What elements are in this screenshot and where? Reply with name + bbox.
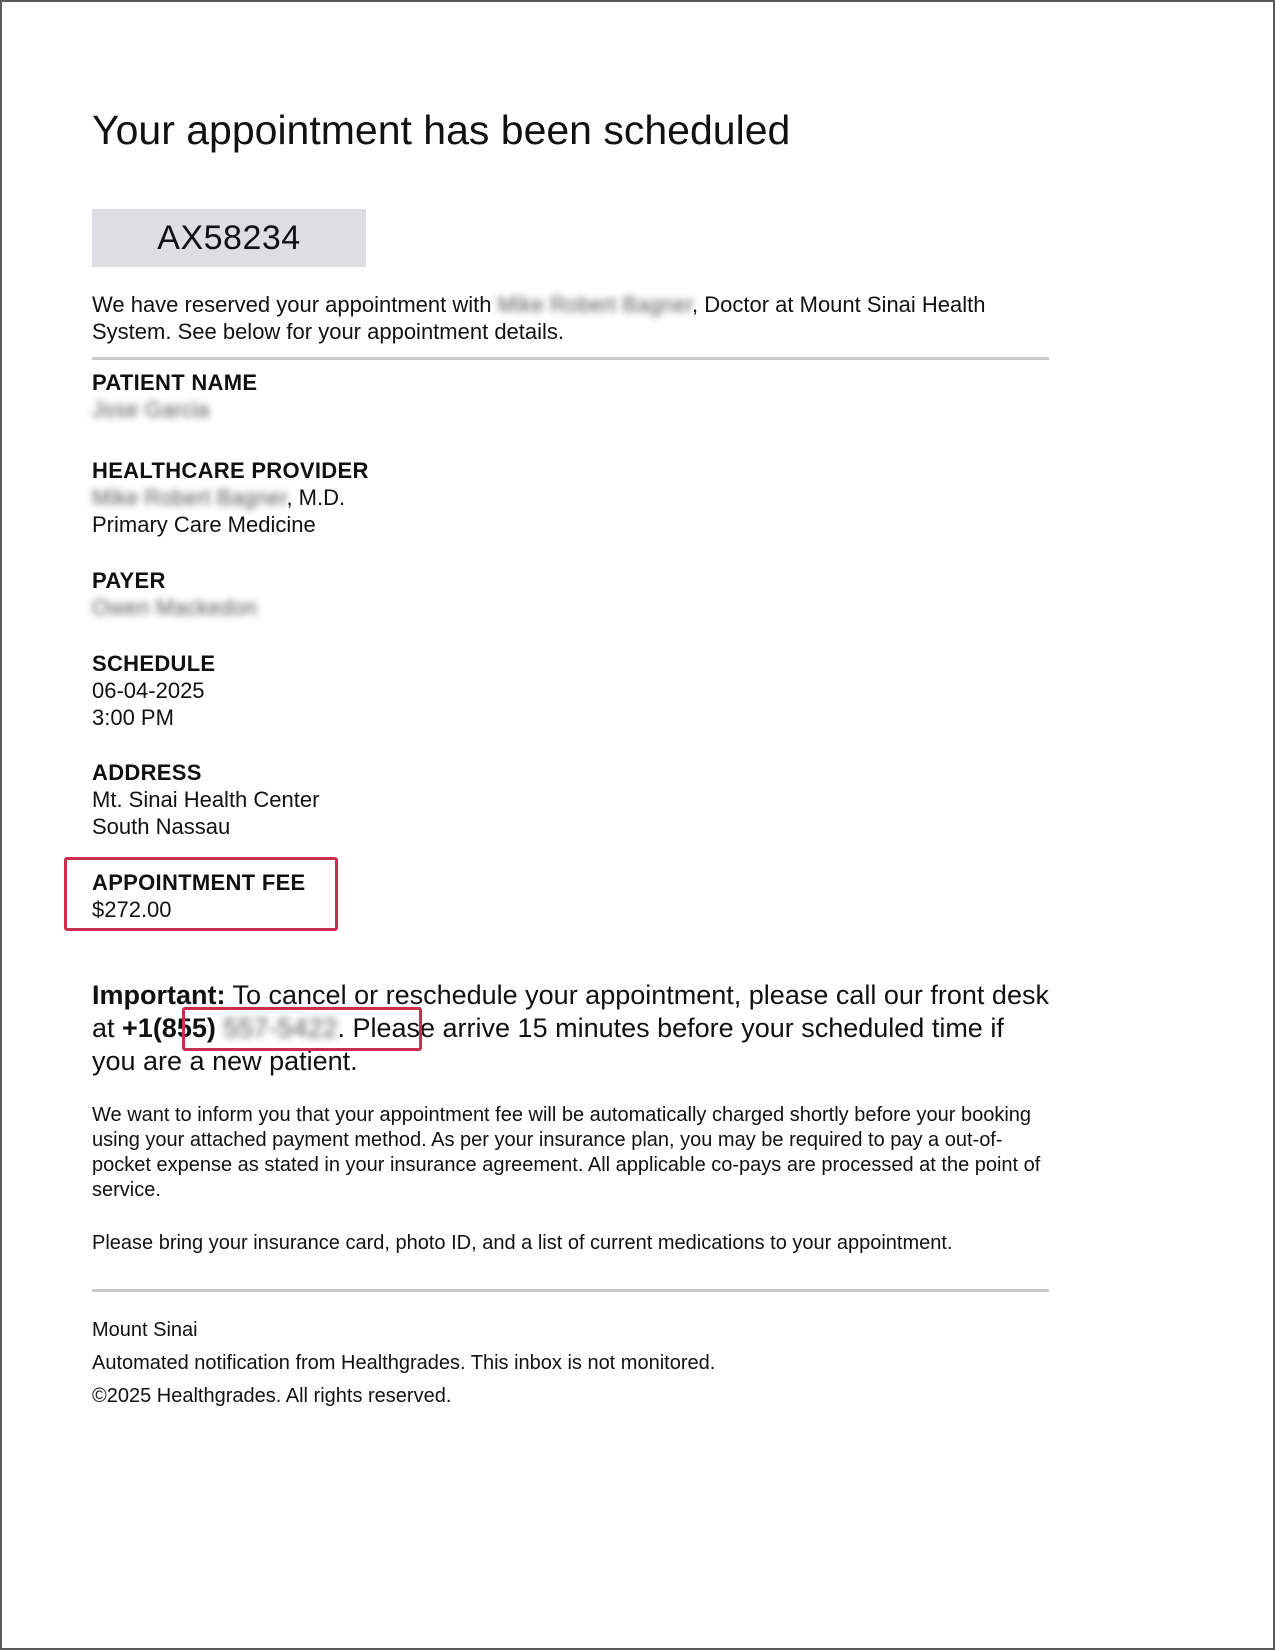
- provider-name-line: [92, 484, 369, 511]
- schedule-section: [92, 650, 215, 731]
- bring-notice: Please bring your insurance card, photo ID, and a list of current medications to your appointment.: [92, 1232, 953, 1254]
- redacted-patient-name: Jose Garcia: [92, 397, 210, 422]
- divider-bottom: [92, 1289, 1049, 1292]
- schedule-label: SCHEDULE: [92, 651, 216, 676]
- confirmation-code: AX58234: [92, 209, 366, 267]
- intro-paragraph: [92, 291, 1052, 345]
- address-line2: South Nassau: [92, 814, 231, 839]
- provider-credential: , M.D.: [286, 485, 346, 510]
- redacted-provider-name: Mike Robert Bagner: [92, 485, 287, 510]
- payer-label: PAYER: [92, 568, 166, 593]
- phone-highlight-box: [182, 1007, 422, 1051]
- fee-amount: $272.00: [92, 897, 172, 922]
- patient-section: [92, 369, 257, 423]
- payer-section: [92, 567, 257, 621]
- footer-org: Mount Sinai: [92, 1319, 198, 1341]
- redacted-phone-number: 557-5422: [223, 1013, 338, 1043]
- intro-after: , Doctor at Mount Sinai Health System. See below for your appointment details.: [92, 292, 986, 344]
- divider-top: [92, 357, 1049, 360]
- footer-automated: Automated notification from Healthgrades. This inbox is not monitored.: [92, 1352, 716, 1374]
- provider-specialty: Primary Care Medicine: [92, 512, 316, 537]
- page-title: Your appointment has been scheduled: [92, 107, 791, 153]
- patient-label: PATIENT NAME: [92, 370, 258, 395]
- charge-notice: We want to inform you that your appointment fee will be automatically charged shortly before your booking using your attached payment method. As per your insurance plan, you may be required to pay a out-of-pocket expense as stated in your insurance agreement. All applicable co-pays are processed at the point of service.: [92, 1104, 1041, 1201]
- fee-highlight-box: [64, 857, 338, 931]
- provider-label: HEALTHCARE PROVIDER: [92, 458, 369, 483]
- phone-number-visible[interactable]: +1(855): [122, 1013, 216, 1043]
- footer-copyright: ©2025 Healthgrades. All rights reserved.: [92, 1385, 452, 1407]
- address-label: ADDRESS: [92, 760, 202, 785]
- intro-before: We have reserved your appointment with: [92, 292, 498, 317]
- redacted-payer-name: Owen Mackedon: [92, 595, 258, 620]
- address-section: [92, 759, 319, 840]
- important-lead: Important:: [92, 980, 226, 1010]
- fee-label: APPOINTMENT FEE: [92, 870, 306, 895]
- address-line1: Mt. Sinai Health Center: [92, 787, 320, 812]
- redacted-doctor-name: Mike Robert Bagner: [497, 292, 693, 317]
- schedule-time: 3:00 PM: [92, 705, 174, 730]
- provider-section: [92, 457, 369, 538]
- important-text-1: To cancel or reschedule your appointment, please call our front desk at: [92, 980, 1049, 1043]
- important-text-2: . Please arrive 15 minutes before your scheduled time if you are a new patient.: [92, 1013, 1004, 1076]
- schedule-date: 06-04-2025: [92, 678, 205, 703]
